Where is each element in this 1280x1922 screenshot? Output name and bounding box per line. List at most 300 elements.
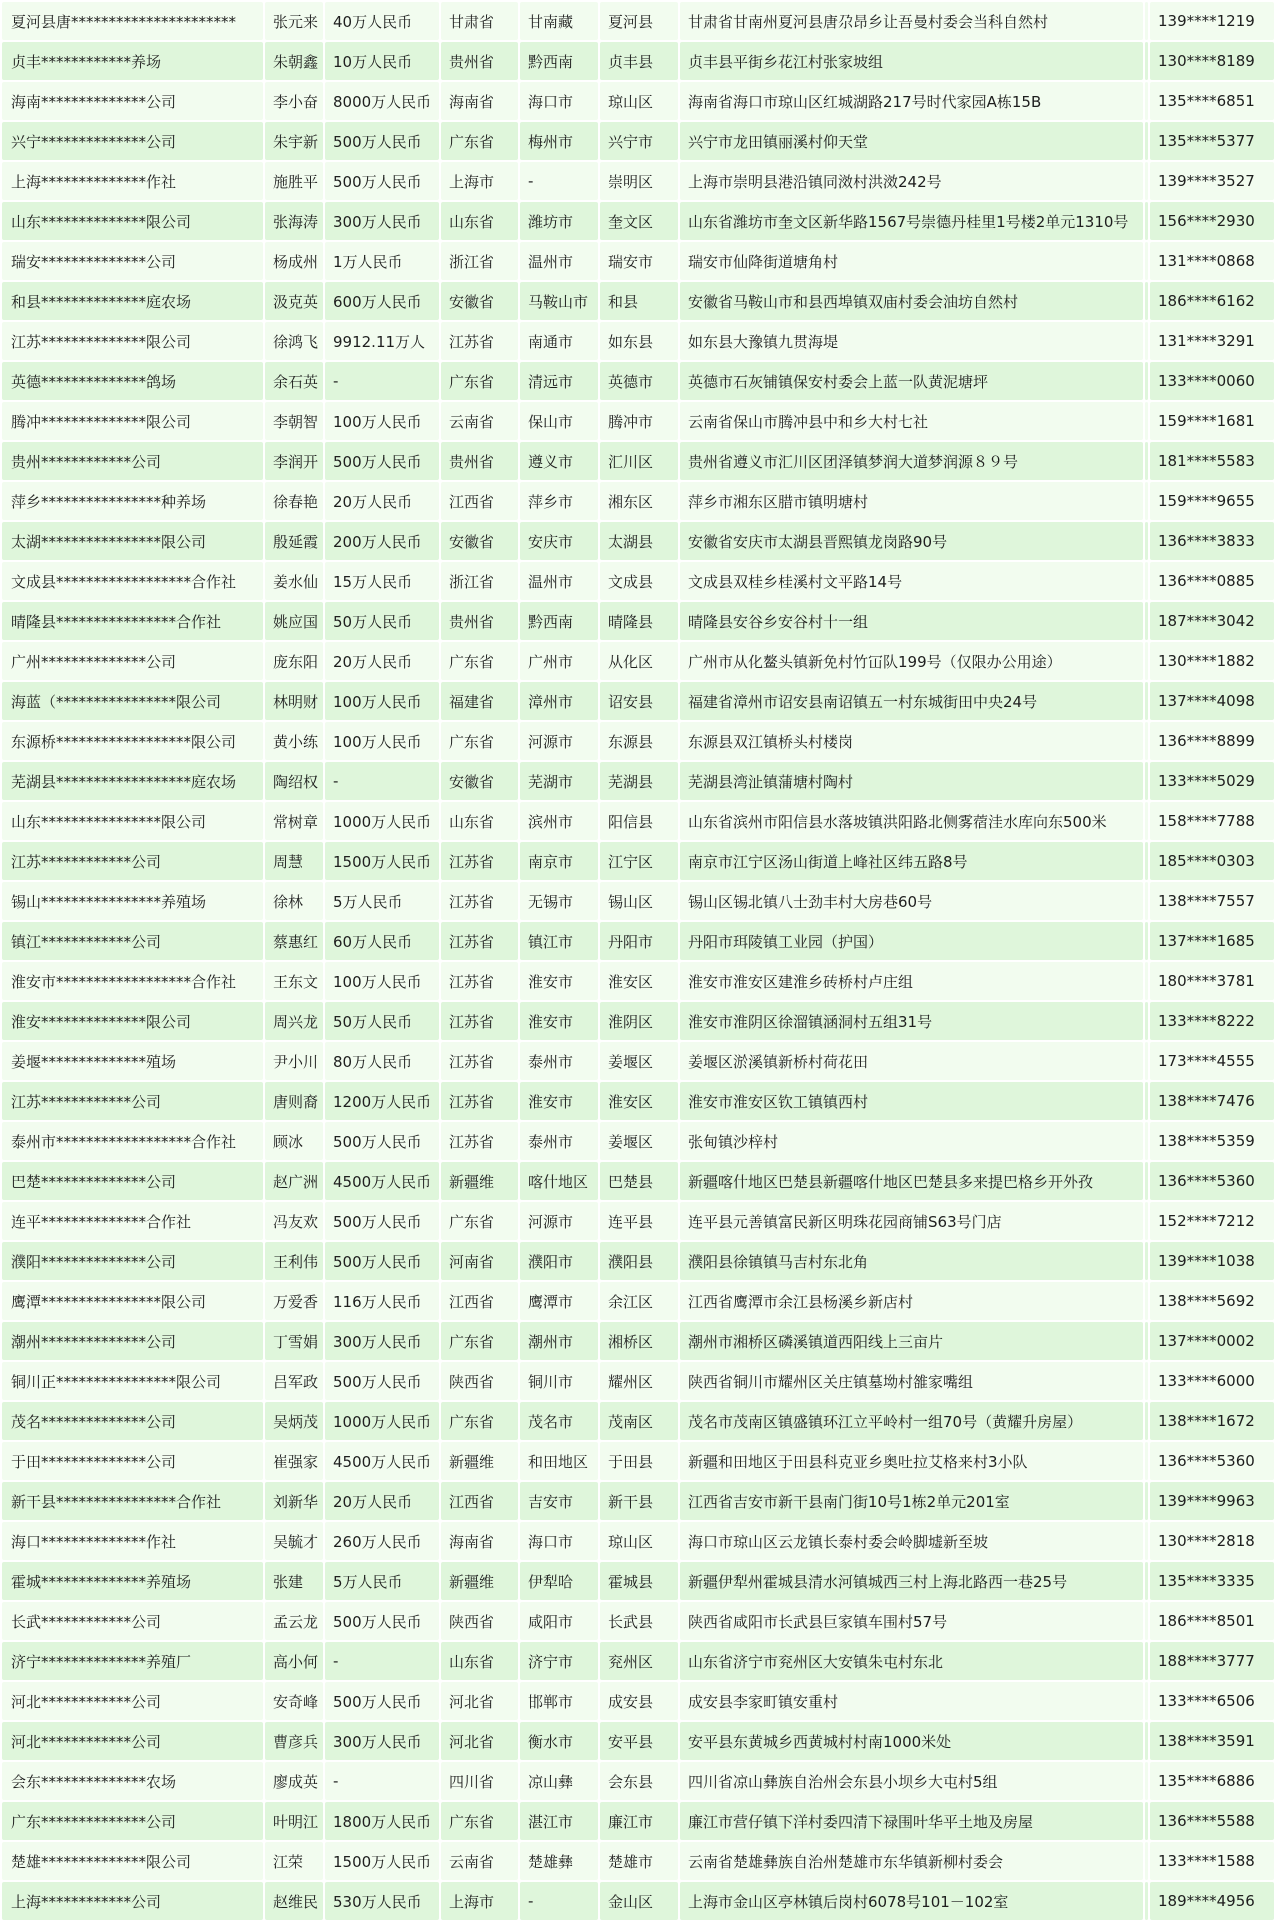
table-row <box>2 1482 1274 1520</box>
company-name-cell: 巴楚**************公司 <box>2 1162 263 1200</box>
company-name-cell: 河北************公司 <box>2 1722 263 1760</box>
table-row <box>2 602 1274 640</box>
registered-capital-cell: 1800万人民币 <box>325 1802 439 1840</box>
province-cell: 贵州省 <box>441 602 518 640</box>
district-cell: 会东县 <box>600 1762 678 1800</box>
province-cell: 广东省 <box>441 1322 518 1360</box>
phone-cell: 139****3527 <box>1150 162 1274 200</box>
company-name-cell: 萍乡****************种养场 <box>2 482 263 520</box>
company-name-cell: 濮阳**************公司 <box>2 1242 263 1280</box>
table-row <box>2 162 1274 200</box>
phone-cell: 138****5359 <box>1150 1122 1274 1160</box>
company-name-cell: 山东****************限公司 <box>2 802 263 840</box>
province-cell: 贵州省 <box>441 442 518 480</box>
city-cell: 楚雄彝 <box>520 1842 598 1880</box>
city-cell: 梅州市 <box>520 122 598 160</box>
province-cell: 江苏省 <box>441 1122 518 1160</box>
spacer-cell <box>1145 402 1148 440</box>
phone-cell: 139****1038 <box>1150 1242 1274 1280</box>
registered-capital-cell: 100万人民币 <box>325 962 439 1000</box>
phone-cell: 130****8189 <box>1150 42 1274 80</box>
address-cell: 南京市江宁区汤山街道上峰社区纬五路8号 <box>680 842 1143 880</box>
legal-rep-cell: 陶绍权 <box>265 762 323 800</box>
registered-capital-cell: 600万人民币 <box>325 282 439 320</box>
province-cell: 广东省 <box>441 1802 518 1840</box>
city-cell: 咸阳市 <box>520 1602 598 1640</box>
company-name-cell: 铜川正****************限公司 <box>2 1362 263 1400</box>
province-cell: 云南省 <box>441 402 518 440</box>
table-row <box>2 242 1274 280</box>
registered-capital-cell: 530万人民币 <box>325 1882 439 1920</box>
address-cell: 如东县大豫镇九贯海堤 <box>680 322 1143 360</box>
company-name-cell: 海口**************作社 <box>2 1522 263 1560</box>
phone-cell: 136****0885 <box>1150 562 1274 600</box>
table-row <box>2 762 1274 800</box>
phone-cell: 130****2818 <box>1150 1522 1274 1560</box>
city-cell: 芜湖市 <box>520 762 598 800</box>
province-cell: 江苏省 <box>441 962 518 1000</box>
table-row <box>2 322 1274 360</box>
district-cell: 淮阴区 <box>600 1002 678 1040</box>
province-cell: 安徽省 <box>441 282 518 320</box>
province-cell: 广东省 <box>441 1202 518 1240</box>
city-cell: 清远市 <box>520 362 598 400</box>
district-cell: 姜堰区 <box>600 1122 678 1160</box>
district-cell: 淮安区 <box>600 962 678 1000</box>
registered-capital-cell: 4500万人民币 <box>325 1162 439 1200</box>
phone-cell: 173****4555 <box>1150 1042 1274 1080</box>
phone-cell: 158****7788 <box>1150 802 1274 840</box>
spacer-cell <box>1145 762 1148 800</box>
registered-capital-cell: - <box>325 1762 439 1800</box>
city-cell: 衡水市 <box>520 1722 598 1760</box>
phone-cell: 133****6000 <box>1150 1362 1274 1400</box>
district-cell: 琼山区 <box>600 82 678 120</box>
legal-rep-cell: 李小奋 <box>265 82 323 120</box>
address-cell: 锡山区锡北镇八士劲丰村大房巷60号 <box>680 882 1143 920</box>
address-cell: 张甸镇沙梓村 <box>680 1122 1143 1160</box>
legal-rep-cell: 李润开 <box>265 442 323 480</box>
registered-capital-cell: 500万人民币 <box>325 1202 439 1240</box>
registered-capital-cell: 1000万人民币 <box>325 1402 439 1440</box>
address-cell: 兴宁市龙田镇丽溪村仰天堂 <box>680 122 1143 160</box>
phone-cell: 135****6851 <box>1150 82 1274 120</box>
legal-rep-cell: 姜水仙 <box>265 562 323 600</box>
address-cell: 贵州省遵义市汇川区团泽镇梦润大道梦润源８９号 <box>680 442 1143 480</box>
table-row <box>2 82 1274 120</box>
company-name-cell: 长武************公司 <box>2 1602 263 1640</box>
city-cell: 保山市 <box>520 402 598 440</box>
city-cell: 济宁市 <box>520 1642 598 1680</box>
city-cell: 海口市 <box>520 82 598 120</box>
table-row <box>2 1722 1274 1760</box>
address-cell: 福建省漳州市诏安县南诏镇五一村东城街田中央24号 <box>680 682 1143 720</box>
province-cell: 贵州省 <box>441 42 518 80</box>
legal-rep-cell: 张元来 <box>265 2 323 40</box>
city-cell: 淮安市 <box>520 1082 598 1120</box>
city-cell: 邯郸市 <box>520 1682 598 1720</box>
phone-cell: 185****0303 <box>1150 842 1274 880</box>
spacer-cell <box>1145 1242 1148 1280</box>
district-cell: 成安县 <box>600 1682 678 1720</box>
table-row <box>2 1522 1274 1560</box>
address-cell: 丹阳市珥陵镇工业园（护国） <box>680 922 1143 960</box>
registered-capital-cell: 200万人民币 <box>325 522 439 560</box>
company-name-cell: 连平**************合作社 <box>2 1202 263 1240</box>
spacer-cell <box>1145 1562 1148 1600</box>
spacer-cell <box>1145 1122 1148 1160</box>
legal-rep-cell: 徐春艳 <box>265 482 323 520</box>
address-cell: 云南省保山市腾冲县中和乡大村七社 <box>680 402 1143 440</box>
legal-rep-cell: 周兴龙 <box>265 1002 323 1040</box>
table-row <box>2 682 1274 720</box>
company-name-cell: 广东**************公司 <box>2 1802 263 1840</box>
spacer-cell <box>1145 1482 1148 1520</box>
legal-rep-cell: 朱宇新 <box>265 122 323 160</box>
address-cell: 新疆喀什地区巴楚县新疆喀什地区巴楚县多来提巴格乡开外孜 <box>680 1162 1143 1200</box>
company-name-cell: 江苏************公司 <box>2 842 263 880</box>
registered-capital-cell: 300万人民币 <box>325 202 439 240</box>
legal-rep-cell: 安奇峰 <box>265 1682 323 1720</box>
address-cell: 成安县李家町镇安重村 <box>680 1682 1143 1720</box>
province-cell: 广东省 <box>441 362 518 400</box>
phone-cell: 136****5360 <box>1150 1162 1274 1200</box>
province-cell: 河北省 <box>441 1682 518 1720</box>
spacer-cell <box>1145 1042 1148 1080</box>
company-name-cell: 夏河县唐********************** <box>2 2 263 40</box>
phone-cell: 138****1672 <box>1150 1402 1274 1440</box>
company-name-cell: 姜堰**************殖场 <box>2 1042 263 1080</box>
city-cell: 铜川市 <box>520 1362 598 1400</box>
city-cell: 喀什地区 <box>520 1162 598 1200</box>
table-row <box>2 1202 1274 1240</box>
province-cell: 广东省 <box>441 722 518 760</box>
address-cell: 新疆和田地区于田县科克亚乡奥吐拉艾格来村3小队 <box>680 1442 1143 1480</box>
legal-rep-cell: 徐鸿飞 <box>265 322 323 360</box>
registered-capital-cell: 1500万人民币 <box>325 842 439 880</box>
province-cell: 新疆维 <box>441 1442 518 1480</box>
registered-capital-cell: - <box>325 1642 439 1680</box>
spacer-cell <box>1145 1322 1148 1360</box>
city-cell: 南京市 <box>520 842 598 880</box>
registered-capital-cell: 500万人民币 <box>325 442 439 480</box>
province-cell: 上海市 <box>441 162 518 200</box>
phone-cell: 187****3042 <box>1150 602 1274 640</box>
city-cell: 濮阳市 <box>520 1242 598 1280</box>
table-row <box>2 962 1274 1000</box>
table-row <box>2 442 1274 480</box>
table-row <box>2 802 1274 840</box>
province-cell: 江苏省 <box>441 922 518 960</box>
legal-rep-cell: 黄小练 <box>265 722 323 760</box>
legal-rep-cell: 吴毓才 <box>265 1522 323 1560</box>
registered-capital-cell: 40万人民币 <box>325 2 439 40</box>
table-row <box>2 1242 1274 1280</box>
registered-capital-cell: 60万人民币 <box>325 922 439 960</box>
table-body <box>2 2 1274 1920</box>
legal-rep-cell: 孟云龙 <box>265 1602 323 1640</box>
table-row <box>2 1442 1274 1480</box>
city-cell: 和田地区 <box>520 1442 598 1480</box>
province-cell: 浙江省 <box>441 562 518 600</box>
table-row <box>2 1842 1274 1880</box>
company-name-cell: 兴宁**************公司 <box>2 122 263 160</box>
district-cell: 东源县 <box>600 722 678 760</box>
spacer-cell <box>1145 602 1148 640</box>
city-cell: 海口市 <box>520 1522 598 1560</box>
city-cell: 泰州市 <box>520 1042 598 1080</box>
spacer-cell <box>1145 202 1148 240</box>
registered-capital-cell: 1000万人民币 <box>325 802 439 840</box>
spacer-cell <box>1145 1842 1148 1880</box>
table-row <box>2 842 1274 880</box>
city-cell: 广州市 <box>520 642 598 680</box>
table-row <box>2 42 1274 80</box>
company-name-cell: 霍城**************养殖场 <box>2 1562 263 1600</box>
phone-cell: 138****5692 <box>1150 1282 1274 1320</box>
city-cell: 甘南藏 <box>520 2 598 40</box>
legal-rep-cell: 李朝智 <box>265 402 323 440</box>
address-cell: 萍乡市湘东区腊市镇明塘村 <box>680 482 1143 520</box>
address-cell: 安徽省马鞍山市和县西埠镇双庙村委会油坊自然村 <box>680 282 1143 320</box>
legal-rep-cell: 王利伟 <box>265 1242 323 1280</box>
registered-capital-cell: 500万人民币 <box>325 1362 439 1400</box>
spacer-cell <box>1145 82 1148 120</box>
address-cell: 甘肃省甘南州夏河县唐尕昂乡让吾曼村委会当科自然村 <box>680 2 1143 40</box>
legal-rep-cell: 刘新华 <box>265 1482 323 1520</box>
district-cell: 崇明区 <box>600 162 678 200</box>
address-cell: 贞丰县平街乡花江村张家坡组 <box>680 42 1143 80</box>
province-cell: 陕西省 <box>441 1602 518 1640</box>
legal-rep-cell: 施胜平 <box>265 162 323 200</box>
table-row <box>2 1562 1274 1600</box>
table-row <box>2 1322 1274 1360</box>
spacer-cell <box>1145 682 1148 720</box>
registered-capital-cell: 20万人民币 <box>325 642 439 680</box>
district-cell: 楚雄市 <box>600 1842 678 1880</box>
district-cell: 湘桥区 <box>600 1322 678 1360</box>
company-name-cell: 鹰潭****************限公司 <box>2 1282 263 1320</box>
legal-rep-cell: 赵广洲 <box>265 1162 323 1200</box>
province-cell: 安徽省 <box>441 762 518 800</box>
district-cell: 和县 <box>600 282 678 320</box>
spacer-cell <box>1145 1642 1148 1680</box>
city-cell: 淮安市 <box>520 1002 598 1040</box>
company-name-cell: 镇江************公司 <box>2 922 263 960</box>
spacer-cell <box>1145 1162 1148 1200</box>
table-row <box>2 1042 1274 1080</box>
legal-rep-cell: 蔡惠红 <box>265 922 323 960</box>
legal-rep-cell: 张海涛 <box>265 202 323 240</box>
company-name-cell: 会东**************农场 <box>2 1762 263 1800</box>
spacer-cell <box>1145 1762 1148 1800</box>
province-cell: 广东省 <box>441 1402 518 1440</box>
legal-rep-cell: 汲克英 <box>265 282 323 320</box>
spacer-cell <box>1145 1082 1148 1120</box>
registered-capital-cell: 5万人民币 <box>325 1562 439 1600</box>
legal-rep-cell: 常树章 <box>265 802 323 840</box>
spacer-cell <box>1145 842 1148 880</box>
company-name-cell: 茂名**************公司 <box>2 1402 263 1440</box>
company-name-cell: 瑞安**************公司 <box>2 242 263 280</box>
city-cell: 茂名市 <box>520 1402 598 1440</box>
company-name-cell: 东源桥******************限公司 <box>2 722 263 760</box>
company-name-cell: 和县**************庭农场 <box>2 282 263 320</box>
province-cell: 福建省 <box>441 682 518 720</box>
spacer-cell <box>1145 1682 1148 1720</box>
spacer-cell <box>1145 722 1148 760</box>
address-cell: 新疆伊犁州霍城县清水河镇城西三村上海北路西一巷25号 <box>680 1562 1143 1600</box>
city-cell: - <box>520 1882 598 1920</box>
table-row <box>2 1002 1274 1040</box>
city-cell: 无锡市 <box>520 882 598 920</box>
province-cell: 江苏省 <box>441 882 518 920</box>
province-cell: 浙江省 <box>441 242 518 280</box>
address-cell: 廉江市营仔镇下洋村委四清下禄围叶华平土地及房屋 <box>680 1802 1143 1840</box>
table-row <box>2 1882 1274 1920</box>
district-cell: 文成县 <box>600 562 678 600</box>
city-cell: 温州市 <box>520 562 598 600</box>
company-name-cell: 贞丰************养场 <box>2 42 263 80</box>
phone-cell: 131****0868 <box>1150 242 1274 280</box>
registered-capital-cell: 116万人民币 <box>325 1282 439 1320</box>
spacer-cell <box>1145 362 1148 400</box>
district-cell: 姜堰区 <box>600 1042 678 1080</box>
company-name-cell: 英德**************鸽场 <box>2 362 263 400</box>
table-row <box>2 722 1274 760</box>
district-cell: 瑞安市 <box>600 242 678 280</box>
registered-capital-cell: 500万人民币 <box>325 1242 439 1280</box>
city-cell: 淮安市 <box>520 962 598 1000</box>
phone-cell: 135****6886 <box>1150 1762 1274 1800</box>
registered-capital-cell: 4500万人民币 <box>325 1442 439 1480</box>
phone-cell: 159****9655 <box>1150 482 1274 520</box>
registered-capital-cell: 20万人民币 <box>325 1482 439 1520</box>
registered-capital-cell: 500万人民币 <box>325 1602 439 1640</box>
phone-cell: 136****5360 <box>1150 1442 1274 1480</box>
table-row <box>2 1802 1274 1840</box>
district-cell: 琼山区 <box>600 1522 678 1560</box>
registered-capital-cell: 10万人民币 <box>325 42 439 80</box>
spacer-cell <box>1145 642 1148 680</box>
city-cell: 伊犁哈 <box>520 1562 598 1600</box>
registered-capital-cell: 260万人民币 <box>325 1522 439 1560</box>
legal-rep-cell: 廖成英 <box>265 1762 323 1800</box>
province-cell: 山东省 <box>441 202 518 240</box>
registered-capital-cell: - <box>325 762 439 800</box>
district-cell: 兴宁市 <box>600 122 678 160</box>
company-name-cell: 晴隆县****************合作社 <box>2 602 263 640</box>
legal-rep-cell: 唐则裔 <box>265 1082 323 1120</box>
table-row <box>2 1282 1274 1320</box>
district-cell: 连平县 <box>600 1202 678 1240</box>
legal-rep-cell: 余石英 <box>265 362 323 400</box>
district-cell: 巴楚县 <box>600 1162 678 1200</box>
spacer-cell <box>1145 42 1148 80</box>
phone-cell: 138****3591 <box>1150 1722 1274 1760</box>
city-cell: 泰州市 <box>520 1122 598 1160</box>
province-cell: 云南省 <box>441 1842 518 1880</box>
company-name-cell: 芜湖县******************庭农场 <box>2 762 263 800</box>
address-cell: 淮安市淮安区建淮乡砖桥村卢庄组 <box>680 962 1143 1000</box>
spacer-cell <box>1145 482 1148 520</box>
legal-rep-cell: 吕军政 <box>265 1362 323 1400</box>
registered-capital-cell: 9912.11万人 <box>325 322 439 360</box>
address-cell: 山东省济宁市兖州区大安镇朱屯村东北 <box>680 1642 1143 1680</box>
spacer-cell <box>1145 1602 1148 1640</box>
table-row <box>2 882 1274 920</box>
company-name-cell: 海南**************公司 <box>2 82 263 120</box>
province-cell: 广东省 <box>441 122 518 160</box>
legal-rep-cell: 赵维民 <box>265 1882 323 1920</box>
city-cell: 安庆市 <box>520 522 598 560</box>
table-row <box>2 922 1274 960</box>
registered-capital-cell: 500万人民币 <box>325 1682 439 1720</box>
spacer-cell <box>1145 1282 1148 1320</box>
province-cell: 广东省 <box>441 642 518 680</box>
address-cell: 芜湖县湾沚镇蒲塘村陶村 <box>680 762 1143 800</box>
company-name-cell: 潮州**************公司 <box>2 1322 263 1360</box>
registered-capital-cell: 100万人民币 <box>325 722 439 760</box>
city-cell: 河源市 <box>520 1202 598 1240</box>
legal-rep-cell: 庞东阳 <box>265 642 323 680</box>
district-cell: 廉江市 <box>600 1802 678 1840</box>
table-row <box>2 1082 1274 1120</box>
province-cell: 上海市 <box>441 1882 518 1920</box>
city-cell: 温州市 <box>520 242 598 280</box>
legal-rep-cell: 徐林 <box>265 882 323 920</box>
province-cell: 陕西省 <box>441 1362 518 1400</box>
spacer-cell <box>1145 802 1148 840</box>
address-cell: 连平县元善镇富民新区明珠花园商铺S63号门店 <box>680 1202 1143 1240</box>
district-cell: 夏河县 <box>600 2 678 40</box>
registered-capital-cell: 300万人民币 <box>325 1722 439 1760</box>
phone-cell: 136****8899 <box>1150 722 1274 760</box>
spacer-cell <box>1145 1362 1148 1400</box>
district-cell: 太湖县 <box>600 522 678 560</box>
district-cell: 锡山区 <box>600 882 678 920</box>
district-cell: 奎文区 <box>600 202 678 240</box>
city-cell: 萍乡市 <box>520 482 598 520</box>
province-cell: 江苏省 <box>441 1082 518 1120</box>
province-cell: 甘肃省 <box>441 2 518 40</box>
address-cell: 姜堰区淤溪镇新桥村荷花田 <box>680 1042 1143 1080</box>
spacer-cell <box>1145 2 1148 40</box>
address-cell: 上海市金山区亭林镇后岗村6078号101－102室 <box>680 1882 1143 1920</box>
registered-capital-cell: 8000万人民币 <box>325 82 439 120</box>
province-cell: 江西省 <box>441 1282 518 1320</box>
legal-rep-cell: 朱朝鑫 <box>265 42 323 80</box>
phone-cell: 133****6506 <box>1150 1682 1274 1720</box>
city-cell: 凉山彝 <box>520 1762 598 1800</box>
phone-cell: 133****0060 <box>1150 362 1274 400</box>
spacer-cell <box>1145 282 1148 320</box>
table-row <box>2 122 1274 160</box>
spacer-cell <box>1145 442 1148 480</box>
table-row <box>2 1122 1274 1160</box>
registered-capital-cell: 300万人民币 <box>325 1322 439 1360</box>
spacer-cell <box>1145 162 1148 200</box>
city-cell: 马鞍山市 <box>520 282 598 320</box>
address-cell: 安平县东黄城乡西黄城村村南1000米处 <box>680 1722 1143 1760</box>
registered-capital-cell: 100万人民币 <box>325 682 439 720</box>
province-cell: 河南省 <box>441 1242 518 1280</box>
spacer-cell <box>1145 922 1148 960</box>
table-row <box>2 562 1274 600</box>
table-row <box>2 1402 1274 1440</box>
company-name-cell: 上海**************作社 <box>2 162 263 200</box>
province-cell: 江苏省 <box>441 842 518 880</box>
